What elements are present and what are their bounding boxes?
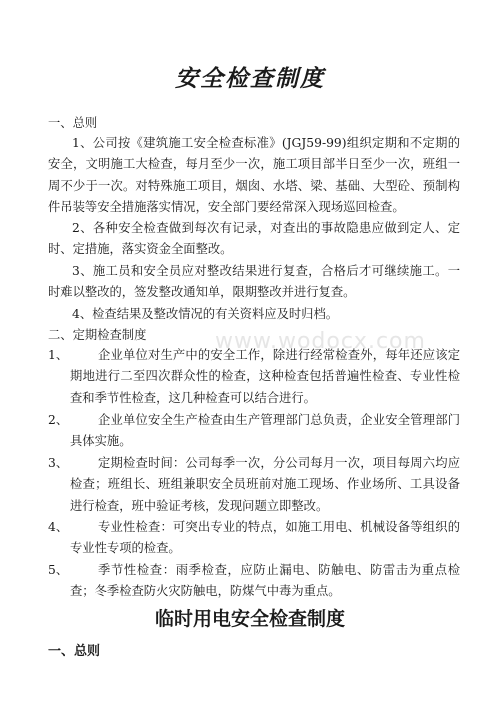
periodic-item-5 [48,560,460,603]
general-para-3: 3、施工员和安全员应对整改结果进行复查，合格后才可继续施工。一时难以整改的，签发整改通知单，限期整改并进行复查。 [48,264,460,300]
item-text: 专业性检查：可突出专业的特点，如施工用电、机械设备等组织的专业性专项的检查。 [70,520,460,556]
periodic-item-1 [48,345,460,409]
section-heading-periodic: 二、定期检查制度 [48,328,147,342]
item-number: 4、 [48,520,69,534]
section-heading-general-2: 一、总则 [48,644,101,659]
item-number: 3、 [48,456,69,470]
watermark: www.wodocx.com [215,329,426,354]
general-para-1: 1、公司按《建筑施工安全检查标准》(JGJ59-99)组织定期和不定期的安全，文明施工大检查，每月至少一次，施工项目部半日至少一次，班组一周不少于一次。对特殊施工项目，烟囱、水塔、梁、基础、大型砼、预制构件吊装等安全措施落实情况，安全部门要经常深入现场巡回检查。 [48,136,460,214]
periodic-item-4 [48,517,460,560]
item-text: 企业单位安全生产检查由生产管理部门总负责，企业安全管理部门具体实施。 [70,413,460,449]
general-para-2: 2、各种安全检查做到每次有记录，对查出的事故隐患应做到定人、定时、定措施，落实资金全面整改。 [48,221,460,257]
general-para-4: 4、检查结果及整改情况的有关资料应及时归档。 [72,307,339,321]
item-number: 2、 [48,413,69,427]
item-text: 季节性检查：雨季检查，应防止漏电、防触电、防雷击为重点检查；冬季检查防火灾防触电，防煤气中毒为重点。 [70,563,460,599]
page-title: 安全检查制度 [175,65,325,92]
item-text: 企业单位对生产中的安全工作，除进行经常检查外，每年还应该定期地进行二至四次群众性的检查，这种检查包括普遍性检查、专业性检查和季节性检查，这几种检查可以结合进行。 [70,348,460,405]
periodic-item-2 [48,410,460,453]
section-title-electricity: 临时用电安全检查制度 [154,608,345,630]
periodic-item-3 [48,453,460,517]
section-heading-general: 一、总则 [48,116,98,130]
item-text: 定期检查时间：公司每季一次，分公司每月一次，项目每周六均应检查；班组长、班组兼职安全员班前对施工现场、作业场所、工具设备进行检查，班中验证考核，发现问题立即整改。 [70,456,460,513]
item-number: 1、 [48,348,69,362]
item-number: 5、 [48,563,69,577]
